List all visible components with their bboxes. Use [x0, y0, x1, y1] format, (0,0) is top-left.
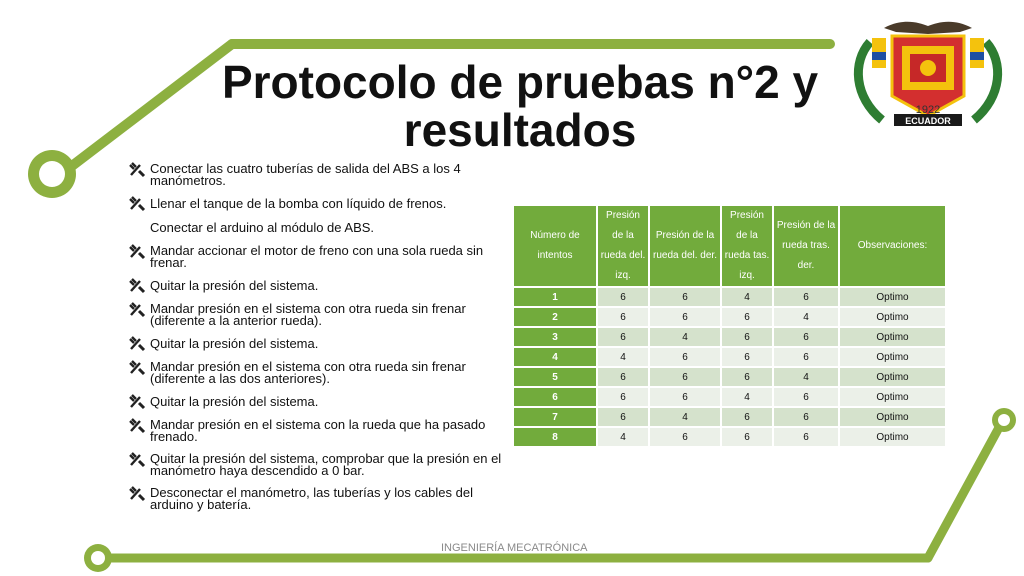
table-cell: 6 [773, 427, 839, 447]
table-cell: Optimo [839, 347, 946, 367]
table-cell: 6 [773, 287, 839, 307]
tools-icon [128, 162, 146, 178]
table-cell: 4 [721, 387, 773, 407]
table-cell: 8 [513, 427, 597, 447]
table-cell: 4 [649, 407, 721, 427]
table-cell: 6 [721, 407, 773, 427]
table-cell: 5 [513, 367, 597, 387]
table-cell: Optimo [839, 307, 946, 327]
step-item [128, 337, 508, 351]
table-cell: 4 [773, 367, 839, 387]
tools-icon [128, 418, 146, 434]
column-header: Presión de la rueda tras. der. [773, 205, 839, 287]
column-header: Presión de la rueda tas. izq. [721, 205, 773, 287]
table-cell: 6 [649, 427, 721, 447]
table-cell: 6 [721, 307, 773, 327]
table-cell: 6 [773, 407, 839, 427]
table-cell: 6 [597, 387, 649, 407]
table-cell: 6 [597, 407, 649, 427]
table-cell: 6 [649, 347, 721, 367]
step-text: Conectar las cuatro tuberías de salida del ABS a los 4 manómetros. [150, 161, 461, 188]
slide-title: Protocolo de pruebas n°2 y resultados [221, 56, 819, 156]
step-item [128, 197, 508, 211]
step-item [128, 395, 508, 409]
table-row [513, 407, 946, 427]
table-cell: 6 [513, 387, 597, 407]
table-cell: 4 [721, 287, 773, 307]
table-cell: 7 [513, 407, 597, 427]
step-item [128, 361, 508, 385]
table-cell: 4 [773, 307, 839, 327]
table-row [513, 427, 946, 447]
table-cell: 6 [649, 307, 721, 327]
table-cell: 6 [773, 387, 839, 407]
tools-icon [128, 244, 146, 260]
step-item [128, 303, 508, 327]
tools-icon [128, 360, 146, 376]
table-row [513, 367, 946, 387]
table-cell: 6 [773, 347, 839, 367]
table-header-row [513, 205, 946, 287]
step-text: Quitar la presión del sistema. [150, 278, 319, 293]
table-cell: Optimo [839, 427, 946, 447]
tools-icon [128, 336, 146, 352]
table-cell: 6 [649, 367, 721, 387]
table-cell: 4 [597, 427, 649, 447]
table-cell: 6 [597, 307, 649, 327]
table-cell: Optimo [839, 327, 946, 347]
table-cell: 6 [597, 367, 649, 387]
step-item [128, 221, 508, 235]
table-cell: 6 [649, 387, 721, 407]
step-item [128, 453, 508, 477]
step-item [128, 419, 508, 443]
table-row [513, 327, 946, 347]
table-cell: 4 [513, 347, 597, 367]
step-text: Llenar el tanque de la bomba con líquido de frenos. [150, 196, 447, 211]
step-item [128, 487, 508, 511]
step-text: Conectar el arduino al módulo de ABS. [150, 220, 375, 235]
table-cell: 4 [649, 327, 721, 347]
table-row [513, 347, 946, 367]
svg-text:1922: 1922 [915, 104, 941, 116]
table-cell: 6 [649, 287, 721, 307]
table-cell: 6 [597, 287, 649, 307]
tools-icon [128, 452, 146, 468]
table-cell: 2 [513, 307, 597, 327]
table-cell: Optimo [839, 287, 946, 307]
step-text: Desconectar el manómetro, las tuberías y los cables del arduino y batería. [150, 485, 473, 512]
step-item [128, 245, 508, 269]
table-row [513, 387, 946, 407]
column-header: Presión de la rueda del. izq. [597, 205, 649, 287]
svg-text:ECUADOR: ECUADOR [905, 116, 951, 126]
step-text: Quitar la presión del sistema. [150, 394, 319, 409]
column-header: Observaciones: [839, 205, 946, 287]
table-cell: Optimo [839, 407, 946, 427]
table-row [513, 287, 946, 307]
step-text: Mandar accionar el motor de freno con una sola rueda sin frenar. [150, 243, 484, 270]
column-header: Presión de la rueda del. der. [649, 205, 721, 287]
table-cell: Optimo [839, 367, 946, 387]
step-text: Mandar presión en el sistema con otra rueda sin frenar (diferente a las dos anteriores). [150, 359, 466, 386]
institution-emblem [832, 12, 1024, 140]
results-table [512, 204, 947, 448]
slide-footer: INGENIERÍA MECATRÓNICA [441, 542, 588, 554]
table-cell: 6 [721, 327, 773, 347]
step-text: Mandar presión en el sistema con la rueda que ha pasado frenado. [150, 417, 486, 444]
table-cell: Optimo [839, 387, 946, 407]
step-item [128, 163, 508, 187]
step-item [128, 279, 508, 293]
table-cell: 6 [773, 327, 839, 347]
tools-icon [128, 486, 146, 502]
tools-icon [128, 278, 146, 294]
tools-icon [128, 394, 146, 410]
table-cell: 4 [597, 347, 649, 367]
column-header: Número de intentos [513, 205, 597, 287]
table-cell: 6 [721, 367, 773, 387]
table-cell: 1 [513, 287, 597, 307]
table-cell: 6 [597, 327, 649, 347]
tools-icon [128, 302, 146, 318]
tools-icon [128, 196, 146, 212]
test-protocol-steps [128, 163, 508, 521]
step-text: Mandar presión en el sistema con otra rueda sin frenar (diferente a la anterior rueda). [150, 301, 466, 328]
step-text: Quitar la presión del sistema, comprobar que la presión en el manómetro haya descendido a 0 bar. [150, 451, 502, 478]
table-row [513, 307, 946, 327]
table-cell: 3 [513, 327, 597, 347]
table-cell: 6 [721, 347, 773, 367]
table-cell: 6 [721, 427, 773, 447]
step-text: Quitar la presión del sistema. [150, 336, 319, 351]
